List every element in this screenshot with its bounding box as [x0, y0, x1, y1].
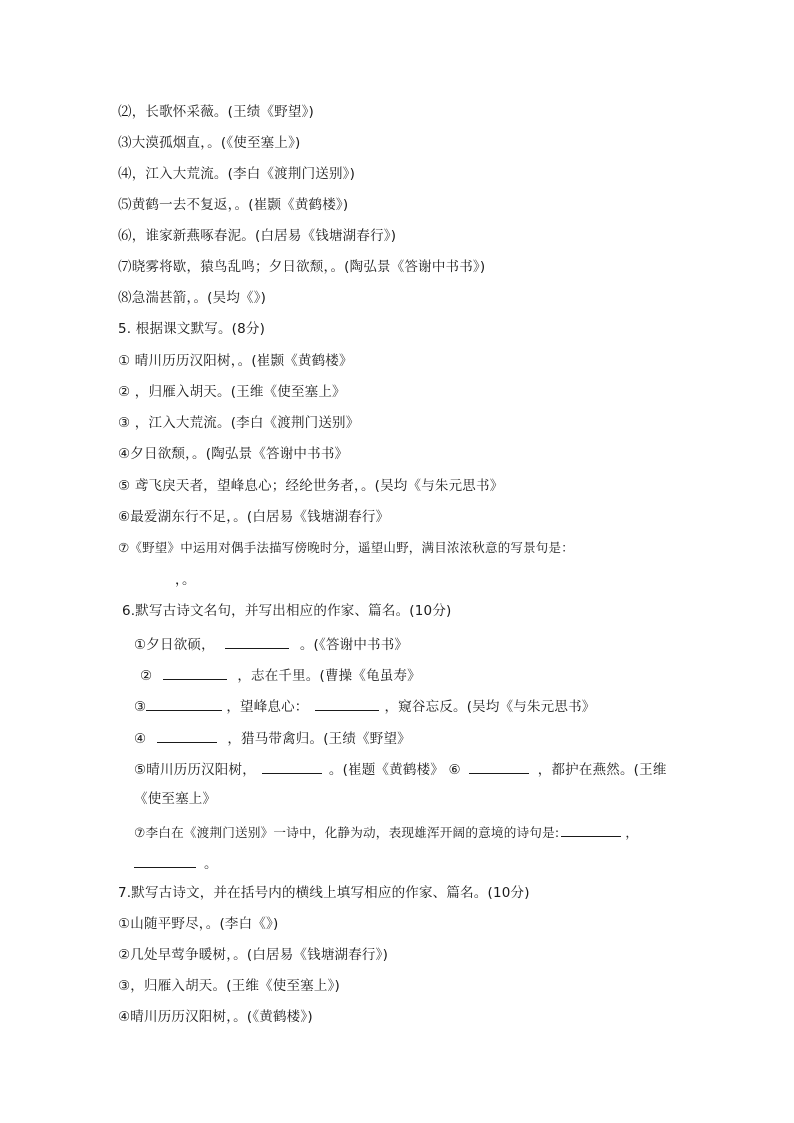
q5-item-2: ② ，归雁入胡天。(王维《使至塞上》: [118, 384, 346, 400]
q6-item-7-blank-1[interactable]: [561, 822, 621, 837]
q6-item-7-text-c: 。: [204, 856, 218, 872]
q6-item-5-6: [134, 759, 667, 779]
q6-item-1-blank[interactable]: [225, 634, 289, 649]
q6-item-4: [134, 728, 411, 748]
q4-item-3: ⑶大漠孤烟直，。(《使至塞上》): [118, 135, 301, 151]
q7-item-1: ①山随平野尽，。(李白《》): [118, 916, 279, 932]
q5-item-3: ③ ，江入大荒流。(李白《渡荆门送别》: [118, 415, 360, 431]
q6-item-4-text-b: ，猎马带禽归。(王绩《野望》: [227, 731, 411, 747]
q7-item-2: ②几处早莺争暖树，。(白居易《钱塘湖春行》): [118, 947, 389, 963]
q5-heading: 5. 根据课文默写。(8分): [118, 321, 266, 337]
q5-item-4: ④夕日欲颓，。(陶弘景《答谢中书书》: [118, 446, 349, 462]
q7-item-4: ④晴川历历汉阳树，。(《黄鹤楼》): [118, 1009, 313, 1025]
q4-item-2: ⑵，长歌怀采薇。(王绩《野望》): [118, 104, 314, 120]
q6-item-4-text-a: ④: [134, 731, 147, 747]
q5-item-6: ⑥最爱湖东行不足，。(白居易《钱塘湖春行》: [118, 509, 390, 525]
q6-heading: 6.默写古诗文名句，并写出相应的作家、篇名。(10分): [122, 603, 452, 619]
q4-item-7: ⑺晓雾将歇，猿鸟乱鸣；夕日欲颓，。(陶弘景《答谢中书书》): [118, 259, 486, 275]
q6-item-2-text-a: ②: [140, 668, 153, 684]
q6-item-2: [140, 665, 421, 685]
q6-item-3-text-c: ，窥谷忘反。(吴均《与朱元思书》: [384, 699, 596, 715]
q5-item-7-answer: ，。: [175, 572, 196, 588]
q6-item-5-text-a: ⑤晴川历历汉阳树，: [134, 762, 256, 778]
q6-item-3-text-a: ③: [134, 699, 147, 715]
q6-item-7-end: [134, 853, 218, 873]
q6-item-3: [134, 696, 595, 716]
q7-heading: 7.默写古诗文，并在括号内的横线上填写相应的作家、篇名。(10分): [118, 885, 530, 901]
q5-item-1: ① 晴川历历汉阳树，。(崔颢《黄鹤楼》: [118, 353, 353, 369]
q6-item-3-text-b: ，望峰息心：: [226, 699, 309, 715]
q6-item-7: [134, 822, 638, 842]
q6-item-6-source: 《使至塞上》: [134, 791, 217, 807]
q6-item-2-text-b: ，志在千里。(曹操《龟虽寿》: [237, 668, 421, 684]
q5-item-7: ⑦《野望》中运用对偶手法描写傍晚时分，遥望山野，满目浓浓秋意的写景句是：: [118, 540, 574, 555]
q6-item-4-blank[interactable]: [157, 728, 217, 743]
q6-item-6-blank[interactable]: [469, 759, 529, 774]
q6-item-6-text: ，都护在燕然。(王维: [537, 762, 667, 778]
q6-item-1-text-a: ①夕日欲硕，: [134, 637, 215, 653]
q6-item-5-text-b: 。(崔题《黄鹤楼》 ⑥: [328, 762, 461, 778]
q6-item-3-blank-2[interactable]: [315, 696, 379, 711]
q5-item-5: ⑤ 鸢飞戾天者，望峰息心；经纶世务者，。(吴均《与朱元思书》: [118, 478, 504, 494]
q6-item-1-text-b: 。(《答谢中书书》: [299, 637, 409, 653]
q4-item-4: ⑷，江入大荒流。(李白《渡荆门送别》): [118, 166, 356, 182]
q6-item-2-blank[interactable]: [163, 665, 227, 680]
q4-item-6: ⑹，谁家新燕啄春泥。(白居易《钱塘湖春行》): [118, 228, 397, 244]
q6-item-1: [134, 634, 408, 654]
q6-item-7-text-b: ，: [625, 825, 639, 840]
q6-item-7-text-a: ⑦李白在《渡荆门送别》一诗中，化静为动，表现雄浑开阔的意境的诗句是:: [134, 825, 560, 840]
q6-item-5-blank[interactable]: [262, 759, 322, 774]
q7-item-3: ③，归雁入胡天。(王维《使至塞上》): [118, 978, 340, 994]
q4-item-5: ⑸黄鹤一去不复返，。(崔颢《黄鹤楼》): [118, 197, 349, 213]
q6-item-3-blank-1[interactable]: [146, 696, 222, 711]
q4-item-8: ⑻急湍甚箭，。(吴均《》): [118, 290, 267, 306]
q6-item-7-blank-2[interactable]: [134, 853, 196, 868]
